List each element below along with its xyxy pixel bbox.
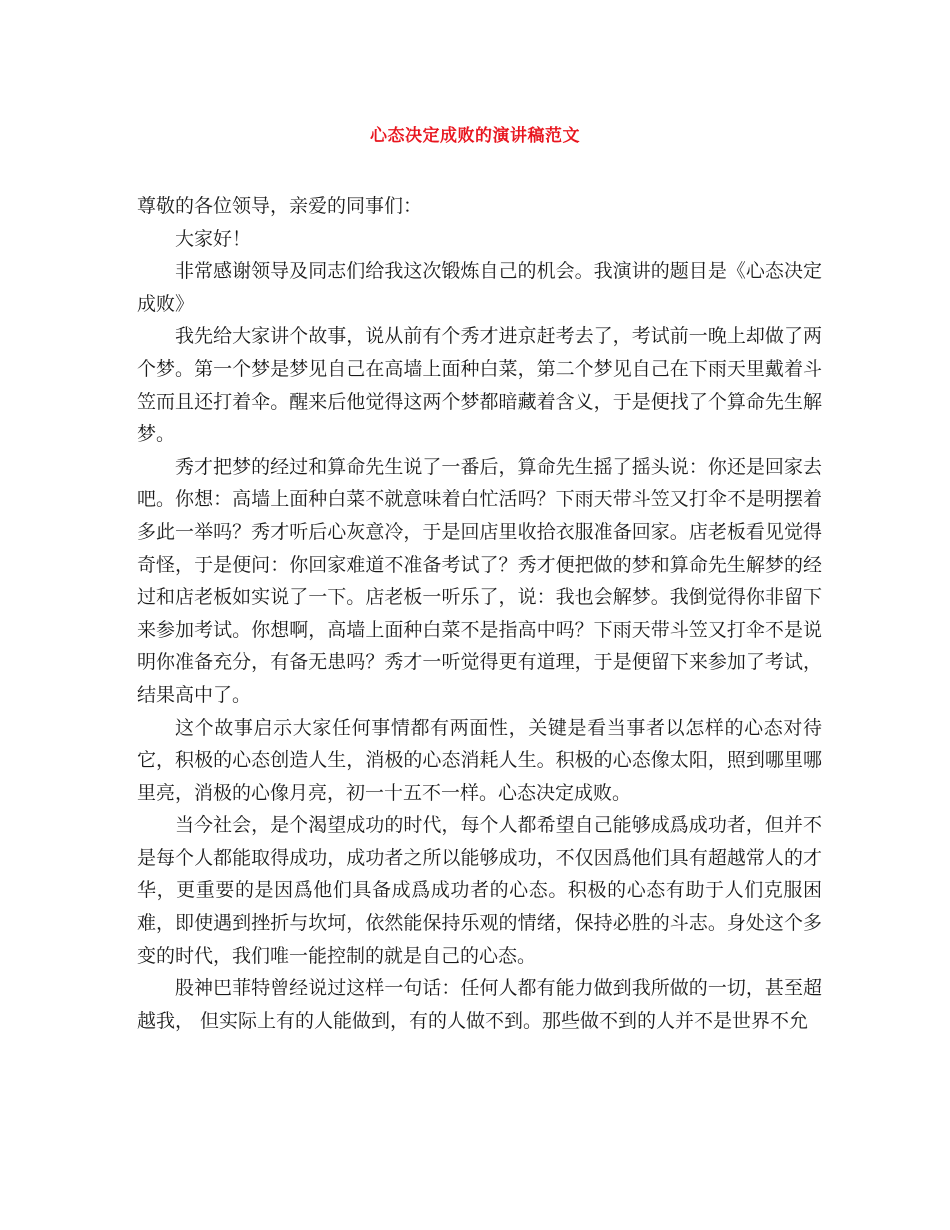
body-paragraph: 秀才把梦的经过和算命先生说了一番后，算命先生摇了摇头说：你还是回家去吧。你想：高墙上面种白菜不就意味着白忙活吗？下雨天带斗笠又打伞不是明摆着多此一举吗？秀才听后心灰意冷，于是回店里收拾衣服准备回家。店老板看见觉得奇怪，于是便问：你回家难道不准备考试了？秀才便把做的梦和算命先生解梦的经过和店老板如实说了一下。店老板一听乐了，说：我也会解梦。我倒觉得你非留下来参加考试。你想啊，高墙上面种白菜不是指高中吗？下雨天带斗笠又打伞不是说明你准备充分，有备无患吗？秀才一听觉得更有道理，于是便留下来参加了考试，结果高中了。 — [137, 455, 822, 706]
salutation-paragraph: 尊敬的各位领导，亲爱的同事们： — [137, 195, 423, 217]
document-title: 心态决定成败的演讲稿范文 — [370, 126, 580, 146]
body-paragraph: 股神巴菲特曾经说过这样一句话：任何人都有能力做到我所做的一切，甚至超越我， 但实际上有的人能做到，有的人做不到。那些做不到的人并不是世界不允 — [137, 977, 822, 1032]
document-body — [137, 190, 822, 1037]
body-paragraph: 当今社会，是个渴望成功的时代，每个人都希望自己能够成爲成功者，但并不是每个人都能取得成功，成功者之所以能够成功，不仅因爲他们具有超越常人的才华，更重要的是因爲他们具备成爲成功者的心态。积极的心态有助于人们克服困难，即使遇到挫折与坎坷，依然能保持乐观的情绪，保持必胜的斗志。身处这个多变的时代，我们唯一能控制的就是自己的心态。 — [137, 814, 822, 967]
body-paragraph: 非常感谢领导及同志们给我这次锻炼自己的机会。我演讲的题目是《心态决定成败》 — [137, 260, 822, 315]
greeting-paragraph: 大家好！ — [175, 227, 252, 250]
body-paragraph: 这个故事启示大家任何事情都有两面性，关键是看当事者以怎样的心态对待它，积极的心态创造人生，消极的心态消耗人生。积极的心态像太阳，照到哪里哪里亮，消极的心像月亮，初一十五不一样。心态决定成败。 — [137, 716, 822, 804]
body-paragraph: 我先给大家讲个故事，说从前有个秀才进京赶考去了，考试前一晚上却做了两个梦。第一个梦是梦见自己在高墙上面种白菜，第二个梦见自己在下雨天里戴着斗笠而且还打着伞。醒来后他觉得这两个梦都暗藏着含义，于是便找了个算命先生解梦。 — [137, 325, 822, 446]
